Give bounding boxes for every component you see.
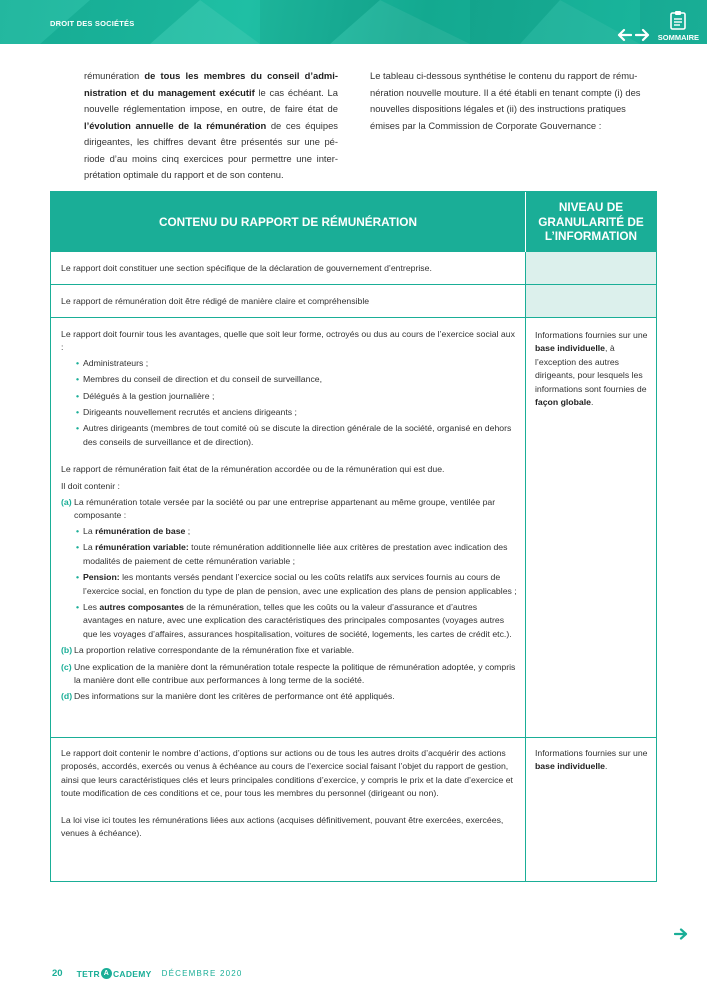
intro-left-paragraph: rémunération de tous les membres du conseil d’administration et du management exécutif le cas échéant. La nouvelle réglementation impose, en outre, de faire état de l’évolution annuelle de la rémunération de ces équipes dirigeantes, les chiffres devant être présentés sur une période d’au moins cinq exercices pour permettre une interprétation optimale du rapport et de son contenu. [84, 70, 338, 180]
column-divider [525, 252, 526, 881]
item-d: (d) Des informations sur la manière dont les critères de performance ont été appliqués. [61, 691, 395, 702]
tetracademy-logo: TETR A CADEMY [76, 968, 152, 979]
item-c: (c) Une explication de la manière dont la rémunération totale respecte la politique de rémunération adoptée, y compris la manière dont elle contribue aux performances à long terme de la société. [61, 661, 516, 685]
list-item: • Membres du conseil de direction et du conseil de surveillance, [77, 373, 519, 386]
list-item: • Autres dirigeants (membres de tout comité où se discute la direction générale de la société, organisé en dehors des conseils de surveillance et de direction). [77, 422, 519, 449]
clipboard-icon [670, 10, 686, 30]
intro-right-paragraph: Le tableau ci-dessous synthétise le contenu du rapport de rémunération nouvelle mouture. Il a été établi en tenant compte (i) des nouvelles dispositions légales et (ii) des instructions pratiques émises par la Commission de Corporate Gouvernance : [370, 70, 641, 131]
row-divider [51, 317, 656, 318]
list-item: • La rémunération de base ; [77, 525, 519, 538]
section-title: DROIT DES SOCIÉTÉS [50, 19, 135, 28]
header-nav [616, 6, 699, 42]
item-a: (a) La rémunération totale versée par la société ou par une entreprise appartenant au même groupe, ventilée par composante : [61, 497, 496, 521]
summary-button[interactable] [658, 10, 699, 42]
remuneration-report-table [50, 191, 657, 882]
page-number: 20 [52, 968, 63, 979]
table-header-content: CONTENU DU RAPPORT DE RÉMUNÉRATION [51, 192, 525, 252]
header-bar [0, 0, 707, 44]
list-item: • Pension: les montants versés pendant l’exercice social ou les coûts relatifs aux services fournis au cours de l’exercice social, en fonction du type de plan de pension, avec une explication des plans de pension applicables ; [77, 571, 519, 598]
summary-label: SOMMAIRE [657, 33, 699, 42]
item-b: (b) La proportion relative correspondante de la rémunération fixe et variable. [61, 645, 355, 656]
footer [52, 968, 243, 979]
arrow-right-icon[interactable] [674, 928, 688, 940]
issue-date: DÉCEMBRE 2020 [161, 969, 243, 978]
table-header-granularity: NIVEAU DE GRANULARITÉ DE L’INFORMATION [525, 192, 656, 252]
row-divider [51, 737, 656, 738]
row1-content: Le rapport doit constituer une section spécifique de la déclaration de gouvernement d’entreprise. [61, 263, 432, 273]
row2-granularity-cell [526, 285, 656, 317]
recipient-list [61, 357, 519, 449]
list-item: • Dirigeants nouvellement recrutés et anciens dirigeants ; [77, 406, 519, 419]
row2-content: Le rapport de rémunération doit être rédigé de manière claire et compréhensible [61, 296, 370, 306]
table-header-row [51, 192, 656, 252]
row4-content: Le rapport doit contenir le nombre d’actions, d’options sur actions ou de tous les autres droits d’acquérir des actions proposés, accordés, exercés ou venus à échéance au cours de l’exercice social faisant l’objet du rapport de gestion, ainsi que leurs caractéristiques clés et leurs principales conditions d’exercice, y compris le prix et la date d’exercice et toute modification de ces conditions et ce, pour tous les membres du personnel (dirigeant ou non). La loi vise ici toutes les rémunérations liées aux actions (acquises définitivement, pouvant être exercées, exercées, venues à échéance). [61, 748, 513, 839]
list-item: • Délégués à la gestion journalière ; [77, 390, 519, 403]
list-item: • Administrateurs ; [77, 357, 519, 370]
list-item: • La rémunération variable: toute rémunération additionnelle liée aux critères de prestation avec indication des modalités de paiement de cette rémunération variable ; [77, 541, 519, 568]
row3-granularity: Informations fournies sur une base individuelle, à l’exception des autres dirigeants, pour lesquels les informations sont fournies de façon globale. [535, 330, 648, 408]
arrow-left-icon[interactable] [616, 28, 632, 42]
arrow-right-icon[interactable] [635, 28, 651, 42]
row1-granularity-cell [526, 252, 656, 284]
component-list [61, 525, 519, 641]
row4-granularity: Informations fournies sur une base individuelle. [535, 748, 648, 772]
list-item: • Les autres composantes de la rémunération, telles que les coûts ou la valeur d’assurance et d’autres avantages en nature, avec une explication des caractéristiques des principales composantes (voyages autres que les voyages d’affaires, assurances hospitalisation, voitures de société, logements, les cartes de crédit etc.). [77, 601, 519, 641]
row3-content: Le rapport doit fournir tous les avantages, quelle que soit leur forme, octroyés ou dus au cours de l’exercice social aux : • Administrateurs ; • Membres du conseil de direction et du conseil de surveillance, • Délégués à la gestion journalière ; • Dirigeants nouvellement recrutés et anciens dirigeants ; • Autres dirigeants (membres de tout comité où se discute la direction générale de la société, organisé en dehors des conseils de surveillance et de direction). Le rapport de rémunération fait état de la rémunération accordée ou de la rémunération qui est due. Il doit contenir : (a) La rémunération totale versée par la société ou par une entreprise appartenant au même groupe, ventilée par composante : • La rémunération de base ; • La rémunération variable: toute rémunération additionnelle liée aux critères de prestation avec indication des modalités de paiement de cette rémunération variable ; • Pension: les montants versés pendant l’exercice social ou les coûts relatifs aux services fournis au cours de l’exercice social, en fonction du type de plan de pension, avec une explication des plans de pension applicables ; • Les autres composantes de la rémunération, telles que les coûts ou la valeur d’assurance et d’autres avantages en nature, avec une explication des caractéristiques des principales composantes (voyages autres que les voyages d’affaires, assurances hospitalisation, voitures de société, logements, les cartes de crédit etc.). (b) La proportion relative correspondante de la rémunération fixe et variable. (c) Une explication de la manière dont la rémunération totale respecte la politique de rémunération adoptée, y compris la manière dont elle contribue aux performances à long terme de la société. (d) Des informations sur la manière dont les critères de performance ont été appliqués. [61, 328, 519, 704]
